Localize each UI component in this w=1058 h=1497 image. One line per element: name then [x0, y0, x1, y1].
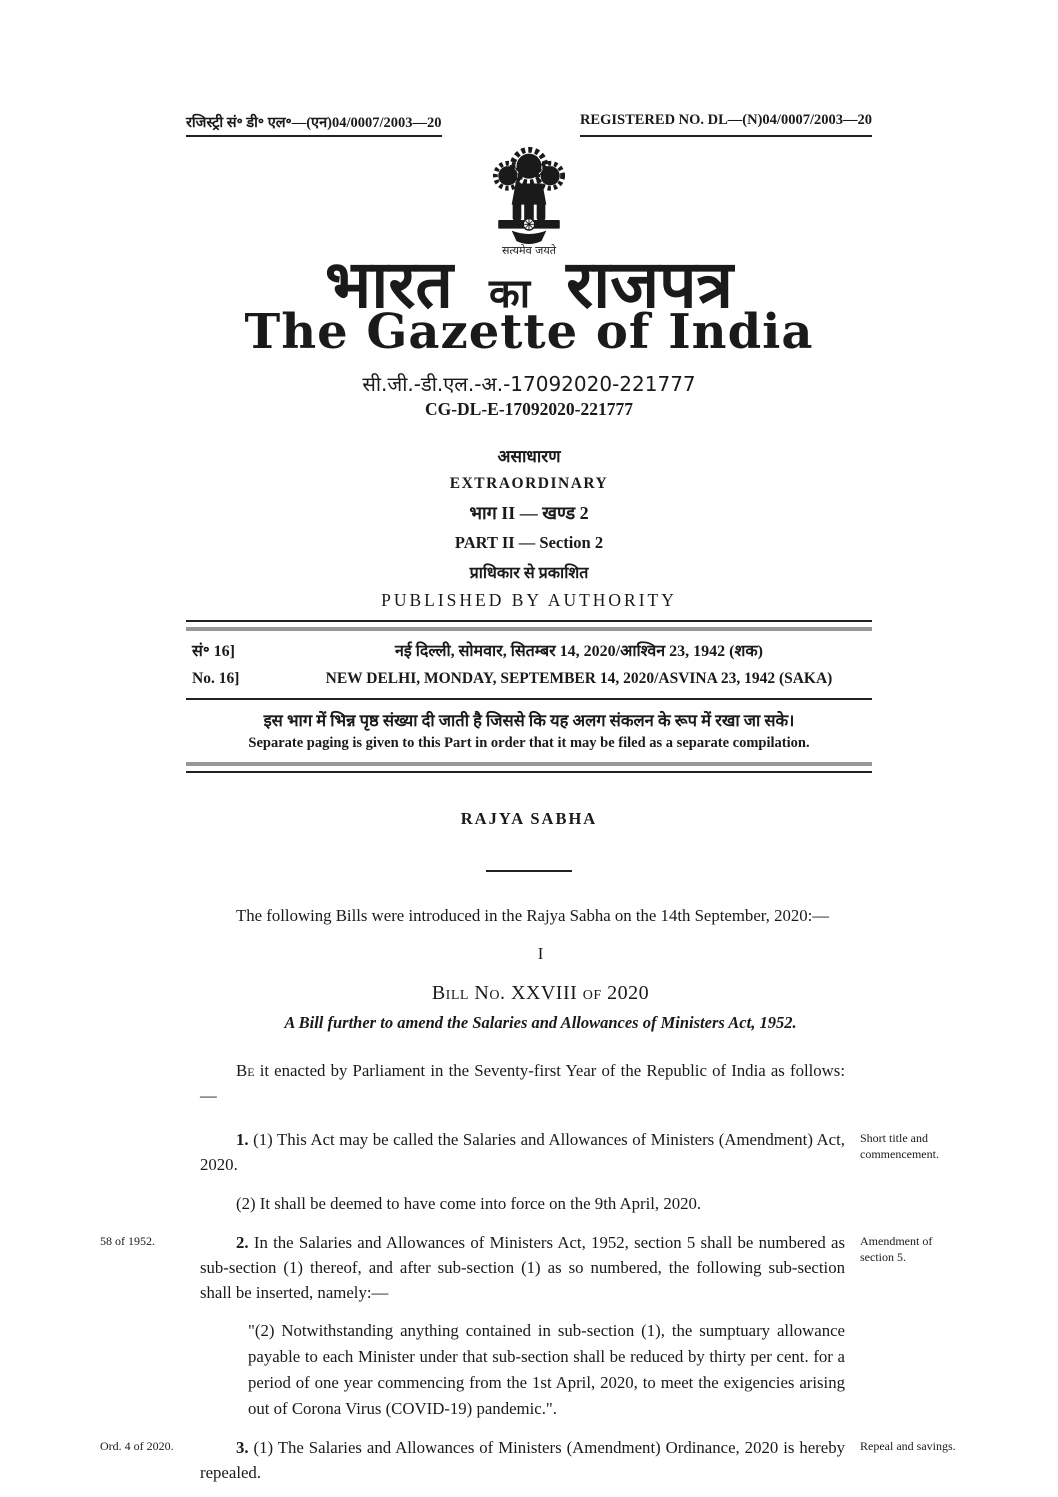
clause-3	[100, 1435, 956, 1485]
clause-3-number: 3.	[236, 1438, 249, 1458]
clause-1	[200, 1127, 939, 1177]
paging-note-hindi: इस भाग में भिन्न पृष्ठ संख्या दी जाती है जिससे कि यह अलग संकलन के रूप में रखा जा सके।	[263, 711, 795, 731]
emblem-wrap	[0, 145, 1058, 245]
ashoka-emblem-icon	[481, 145, 577, 245]
clause-2-text: In the Salaries and Allowances of Ministers Act, 1952, section 5 shall be numbered as sub-section (1) thereof, and after sub-section (1) as so numbered, the following sub-section shall be inserted, namely:—	[200, 1233, 845, 1303]
edition-block	[0, 444, 1058, 611]
extraordinary-hindi: असाधारण	[497, 447, 561, 467]
bill-text-column	[100, 903, 956, 1485]
issue-number-english: No. 16]	[192, 670, 240, 688]
margin-note-amendment-section-5: Amendment of section 5.	[860, 1234, 933, 1265]
margin-note-ord-4-of-2020: Ord. 4 of 2020.	[100, 1439, 174, 1454]
masthead-word-rajpatra: राजपत्र	[566, 249, 734, 322]
separate-paging-note	[0, 710, 1058, 754]
clause-1-number: 1.	[236, 1130, 249, 1150]
registry-number-hindi: रजिस्ट्री सं॰ डी॰ एल॰—(एन)04/0007/2003—20	[186, 112, 442, 137]
masthead	[0, 145, 1058, 420]
margin-note-58-of-1952: 58 of 1952.	[100, 1234, 155, 1249]
clause-2	[100, 1230, 933, 1305]
enacting-rest: it enacted by Parliament in the Seventy-first Year of the Republic of India as follows:—	[200, 1061, 845, 1106]
issue-row-english	[192, 665, 866, 692]
extraordinary-english: EXTRAORDINARY	[449, 475, 609, 493]
issue-date-hindi: नई दिल्ली, सोमवार, सितम्बर 14, 2020/आश्विन 23, 1942 (शक)	[395, 643, 763, 661]
rule-thin-top	[186, 620, 872, 622]
authority-hindi: प्राधिकार से प्रकाशित	[469, 565, 589, 583]
margin-note-short-title: Short title and commencement.	[860, 1131, 939, 1162]
enacting-clause	[200, 1058, 845, 1108]
masthead-word-bharat: भारत	[324, 249, 454, 322]
bill-number-heading: Bill No. XXVIII of 2020	[431, 982, 650, 1005]
clause-1-text: (1) This Act may be called the Salaries and Allowances of Ministers (Amendment) Act, 2020.	[200, 1130, 845, 1175]
clause-3-text: (1) The Salaries and Allowances of Ministers (Amendment) Ordinance, 2020 is hereby repealed.	[200, 1438, 845, 1483]
gazette-code-hindi: सी.जी.-डी.एल.-अ.-17092020-221777	[362, 372, 696, 397]
house-heading: RAJYA SABHA	[460, 809, 598, 829]
paging-note-english: Separate paging is given to this Part in order that it may be filed as a separate compilation.	[248, 735, 810, 752]
introduction-line: The following Bills were introduced in the Rajya Sabha on the 14th September, 2020:—	[236, 906, 830, 926]
masthead-title-english: The Gazette of India	[244, 304, 814, 361]
authority-english: PUBLISHED BY AUTHORITY	[381, 590, 677, 611]
margin-note-repeal-savings: Repeal and savings.	[860, 1439, 956, 1454]
clause-2-number: 2.	[236, 1233, 249, 1253]
rule-thin-bottom	[186, 771, 872, 773]
bill-long-title: A Bill further to amend the Salaries and Allowances of Ministers Act, 1952.	[284, 1013, 797, 1033]
issue-number-hindi: सं॰ 16]	[192, 643, 235, 661]
section-divider-rule	[486, 870, 572, 872]
gazette-code-english: CG-DL-E-17092020-221777	[424, 399, 634, 420]
clause-1-sub-2: (2) It shall be deemed to have come into force on the 9th April, 2020.	[236, 1194, 702, 1214]
emblem-motto: सत्यमेव जयते	[501, 244, 556, 257]
part-section-hindi: भाग II — खण्ड 2	[469, 503, 589, 524]
masthead-word-ka: का	[489, 271, 531, 316]
enacting-lead: Be	[236, 1061, 255, 1081]
part-section-english: PART II — Section 2	[454, 533, 604, 553]
issue-row-hindi	[192, 638, 866, 665]
rule-thin-mid	[186, 698, 872, 700]
roman-numeral: I	[537, 944, 544, 964]
rule-thick-top	[186, 627, 872, 631]
rule-thick-bottom	[186, 762, 872, 766]
registry-number-english: REGISTERED NO. DL—(N)04/0007/2003—20	[580, 112, 872, 137]
inserted-sub-section-quote: "(2) Notwithstanding anything contained in sub-section (1), the sumptuary allowance payable to each Minister under that sub-section shall be reduced by thirty per cent. for a period of one year commencing from the 1st April, 2020, to meet the exigencies arising out of Corona Virus (COVID-19) pandemic.".	[248, 1321, 845, 1419]
issue-date-english: NEW DELHI, MONDAY, SEPTEMBER 14, 2020/ASVINA 23, 1942 (SAKA)	[325, 670, 833, 688]
issue-block	[192, 638, 866, 692]
registry-header	[186, 112, 872, 137]
